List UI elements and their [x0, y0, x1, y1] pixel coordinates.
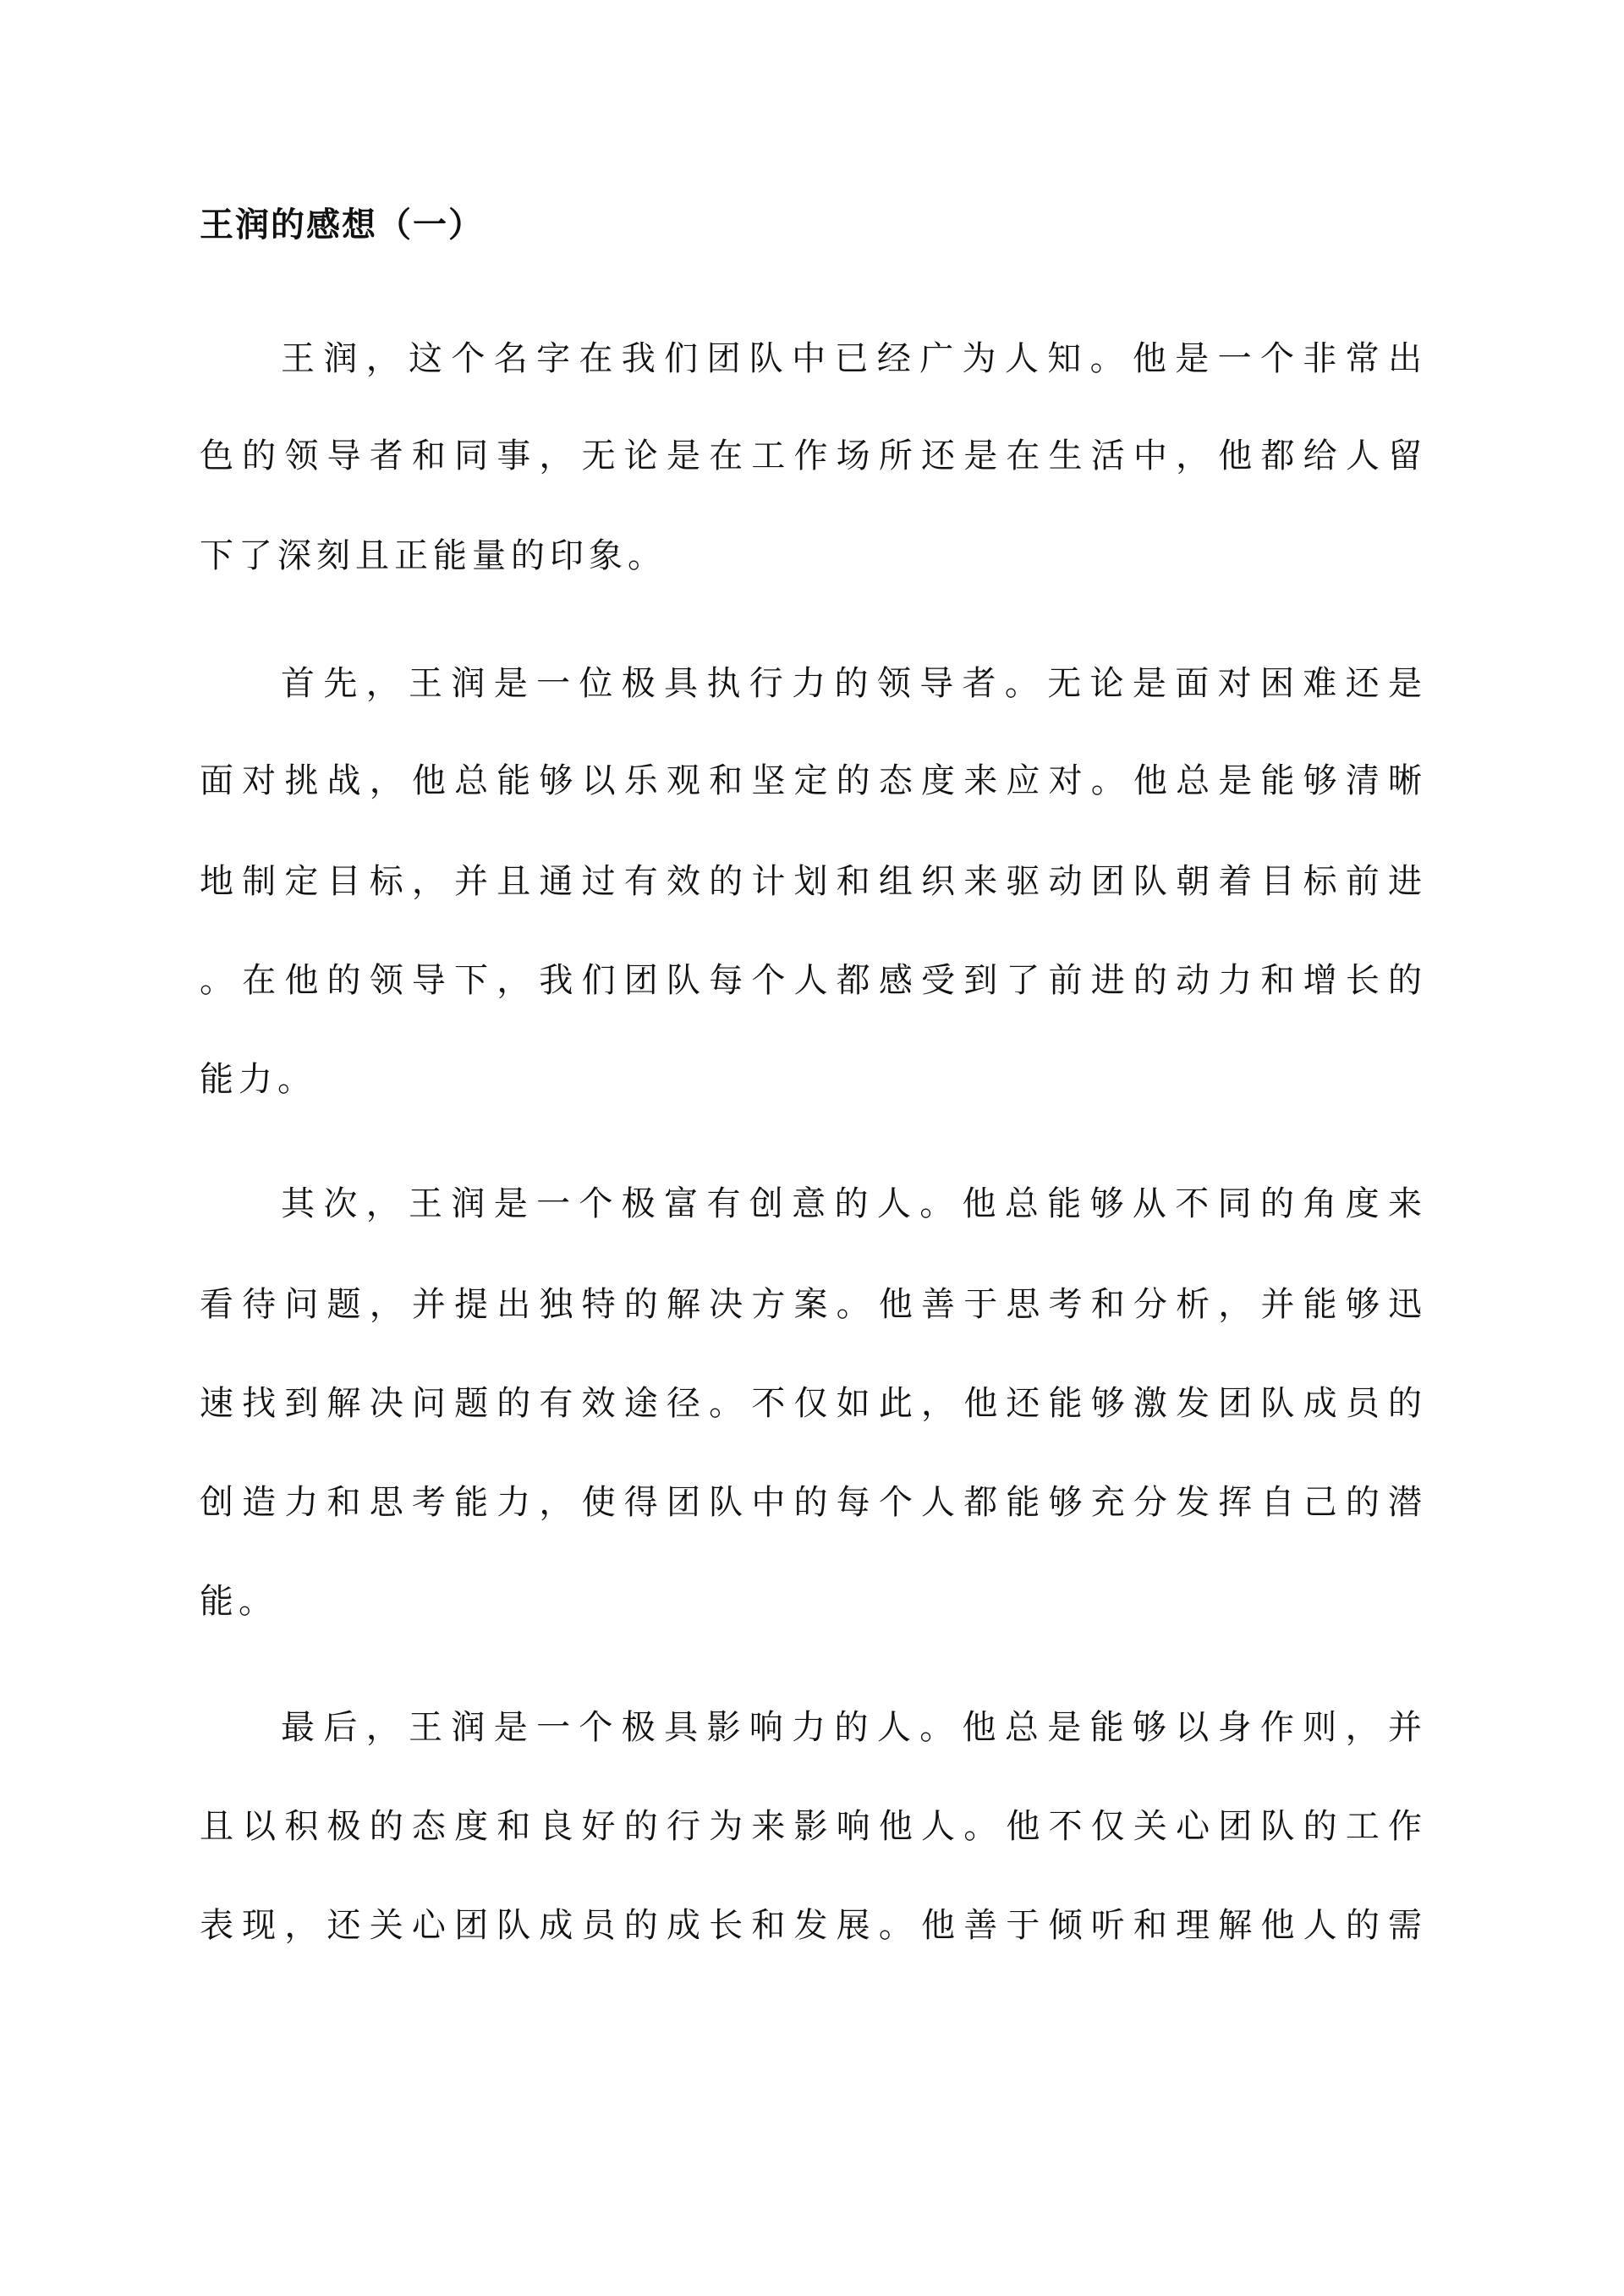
paragraph-3-line-5: 能。: [200, 1582, 277, 1621]
document-title: 王润的感想（一）: [200, 205, 484, 244]
paragraph-4-line-2: 且以积极的态度和良好的行为来影响他人。他不仅关心团队的工作: [200, 1807, 1422, 1846]
paragraph-1-line-2: 色的领导者和同事，无论是在工作场所还是在生活中，他都给人留: [200, 437, 1422, 475]
paragraph-2-line-1: 首先，王润是一位极具执行力的领导者。无论是面对困难还是: [281, 664, 1422, 703]
paragraph-1-line-1: 王润，这个名字在我们团队中已经广为人知。他是一个非常出: [281, 339, 1422, 378]
paragraph-3-line-4: 创造力和思考能力，使得团队中的每个人都能够充分发挥自己的潜: [200, 1483, 1422, 1522]
paragraph-4-line-3: 表现，还关心团队成员的成长和发展。他善于倾听和理解他人的需: [200, 1906, 1422, 1945]
paragraph-2-line-3: 地制定目标，并且通过有效的计划和组织来驱动团队朝着目标前进: [200, 862, 1422, 901]
paragraph-4-line-1: 最后，王润是一个极具影响力的人。他总是能够以身作则，并: [281, 1708, 1422, 1747]
paragraph-2-line-4: 。在他的领导下，我们团队每个人都感受到了前进的动力和增长的: [200, 961, 1422, 1000]
paragraph-3-line-3: 速找到解决问题的有效途径。不仅如此，他还能够激发团队成员的: [200, 1384, 1422, 1423]
paragraph-2-line-2: 面对挑战，他总能够以乐观和坚定的态度来应对。他总是能够清晰: [200, 761, 1422, 800]
paragraph-2-line-5: 能力。: [200, 1060, 316, 1099]
paragraph-3-line-1: 其次，王润是一个极富有创意的人。他总能够从不同的角度来: [281, 1184, 1422, 1223]
paragraph-3-line-2: 看待问题，并提出独特的解决方案。他善于思考和分析，并能够迅: [200, 1285, 1422, 1324]
paragraph-1-line-3: 下了深刻且正能量的印象。: [200, 536, 667, 575]
